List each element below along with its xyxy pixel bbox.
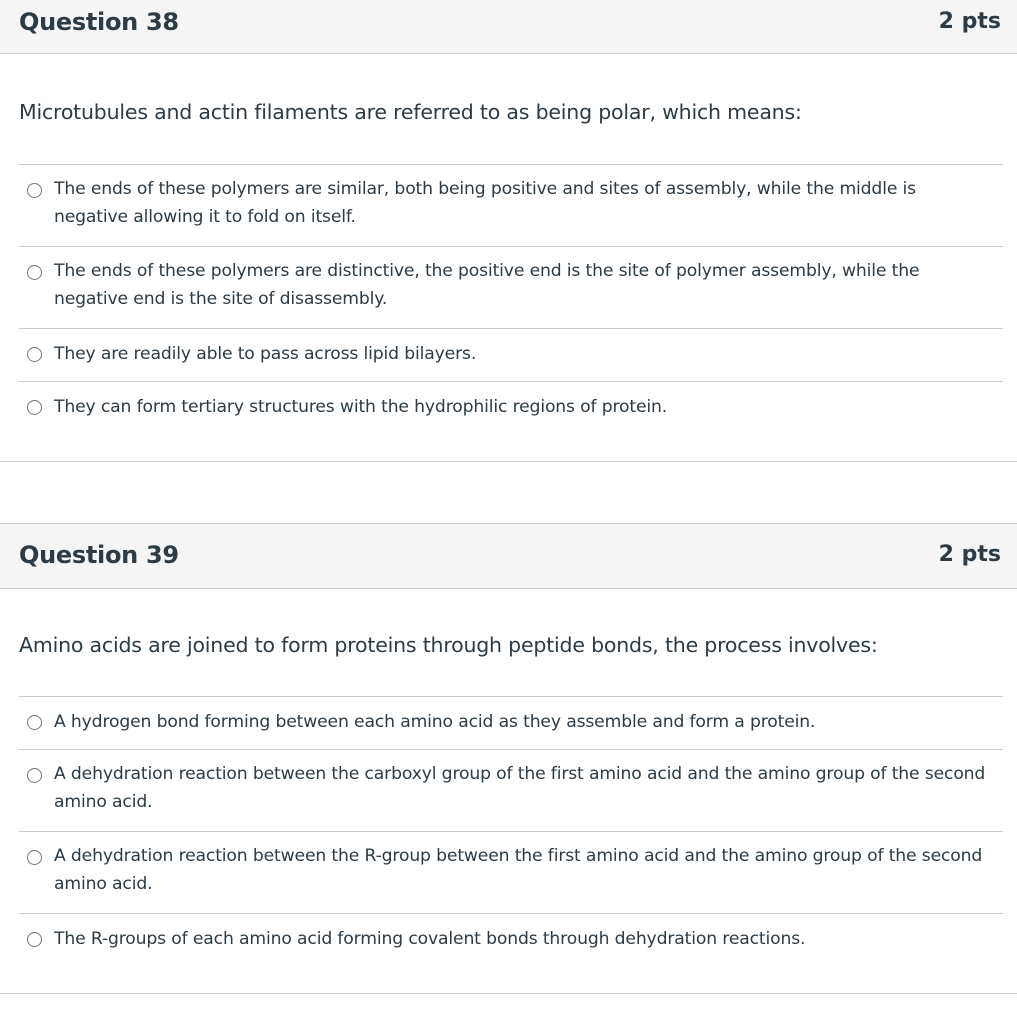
answer-option[interactable] — [19, 749, 1003, 831]
question-39 — [0, 523, 1017, 949]
radio-button[interactable] — [27, 400, 42, 415]
answer-option[interactable] — [19, 328, 1003, 381]
answer-option[interactable] — [19, 696, 1003, 749]
radio-button[interactable] — [27, 183, 42, 198]
question-divider — [0, 461, 1017, 462]
answer-label[interactable]: The ends of these polymers are similar, both being positive and sites of assembly, while the middle is negative allowing it to fold on itself. — [54, 179, 916, 227]
answer-label[interactable]: A hydrogen bond forming between each amino acid as they assemble and form a protein. — [54, 712, 816, 732]
answer-label[interactable]: The ends of these polymers are distinctive, the positive end is the site of polymer assembly, while the negative end is the site of disassembly. — [54, 261, 920, 309]
answer-option[interactable] — [19, 381, 1003, 434]
radio-button[interactable] — [27, 850, 42, 865]
answer-label[interactable]: A dehydration reaction between the R-group between the first amino acid and the amino group of the second amino acid. — [54, 846, 983, 894]
answer-label[interactable]: They can form tertiary structures with the hydrophilic regions of protein. — [54, 397, 668, 417]
question-header — [0, 523, 1017, 589]
answer-label[interactable]: The R-groups of each amino acid forming covalent bonds through dehydration reactions. — [54, 929, 806, 949]
question-points: 2 pts — [938, 9, 1001, 34]
answer-option[interactable] — [19, 246, 1003, 328]
radio-button[interactable] — [27, 265, 42, 280]
answer-option[interactable] — [19, 831, 1003, 913]
answer-label[interactable]: They are readily able to pass across lipid bilayers. — [54, 344, 477, 364]
question-prompt: Amino acids are joined to form proteins through peptide bonds, the process involves: — [19, 633, 878, 657]
question-prompt: Microtubules and actin filaments are referred to as being polar, which means: — [19, 100, 802, 124]
answer-option[interactable] — [19, 913, 1003, 966]
question-points: 2 pts — [938, 542, 1001, 567]
question-title: Question 38 — [19, 8, 179, 36]
radio-button[interactable] — [27, 347, 42, 362]
radio-button[interactable] — [27, 768, 42, 783]
answer-list — [19, 164, 1003, 434]
radio-button[interactable] — [27, 715, 42, 730]
answer-list — [19, 696, 1003, 966]
question-title: Question 39 — [19, 541, 179, 569]
radio-button[interactable] — [27, 932, 42, 947]
question-header — [0, 0, 1017, 54]
question-divider — [0, 993, 1017, 994]
question-38 — [0, 0, 1017, 417]
answer-label[interactable]: A dehydration reaction between the carboxyl group of the first amino acid and the amino group of the second amino acid. — [54, 764, 986, 812]
answer-option[interactable] — [19, 164, 1003, 246]
